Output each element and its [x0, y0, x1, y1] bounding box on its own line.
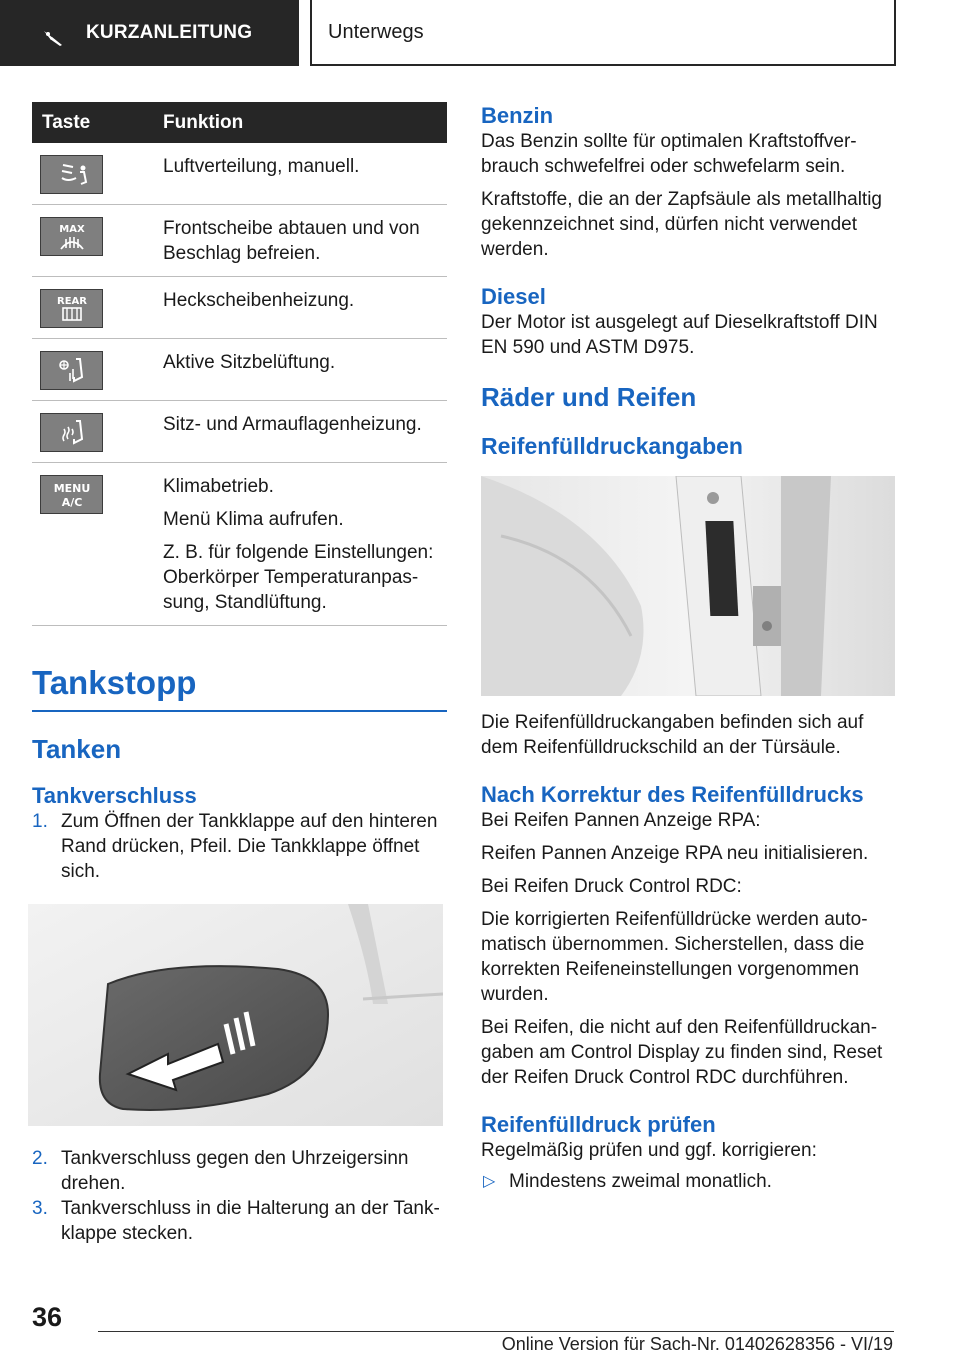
paragraph: Die korrigierten Reifenfülldrücke werden automatisch übernommen. Sicherstellen, dass die korrekten Reifeneinstellungen vorgenommen wurden.: [481, 909, 868, 1005]
heading-nach-korrektur: Nach Korrektur des Reifenfülldrucks: [481, 782, 864, 807]
seat-heating-icon: [40, 413, 103, 452]
table-row: [32, 277, 447, 339]
svg-text:MAX: MAX: [58, 223, 85, 235]
list-item: [32, 809, 447, 884]
heading-benzin: Benzin: [481, 103, 554, 128]
steps-list: [32, 809, 447, 884]
table-cell-text: Aktive Sitzbelüftung.: [163, 352, 336, 373]
list-item: [481, 1169, 895, 1194]
step-number: 1.: [32, 811, 48, 832]
table-row: [32, 339, 447, 401]
key-function-table: [32, 102, 447, 626]
table-cell-text: Luftverteilung, manuell.: [163, 156, 360, 177]
paragraph: Regelmäßig prüfen und ggf. korrigieren:: [481, 1140, 817, 1161]
heading-reifenfuelldruck-pruefen: Reifenfülldruck prüfen: [481, 1112, 716, 1137]
table-cell-text: Klimabetrieb.: [163, 476, 274, 497]
table-header-key: Taste: [32, 102, 163, 143]
paragraph: Der Motor ist ausgelegt auf Dieselkraftstoff DIN EN 590 und ASTM D975.: [481, 312, 878, 358]
paragraph: Bei Reifen Druck Control RDC:: [481, 876, 742, 897]
svg-text:MENU: MENU: [53, 481, 90, 495]
header-tab-unterwegs-label: Unterwegs: [328, 20, 424, 43]
steps-list-continued: [32, 1146, 447, 1246]
table-cell-text: Z. B. für folgende Einstellungen: Oberkörper Temperaturanpassung, Standlüftung.: [163, 542, 434, 613]
footer-text: Online Version für Sach-Nr. 01402628356 - VI/19: [501, 1334, 893, 1354]
triangle-bullet-icon: ▷: [483, 1173, 496, 1190]
step-number: 2.: [32, 1148, 48, 1169]
bullet-text: Mindestens zweimal monatlich.: [509, 1171, 772, 1192]
step-text: Tankverschluss in die Halterung an der Tankklappe stecken.: [61, 1198, 440, 1244]
table-cell-text: Heckscheibenheizung.: [163, 290, 355, 311]
door-pillar-image: [481, 476, 895, 696]
table-row: [32, 463, 447, 626]
rear-defrost-icon: [40, 289, 103, 328]
heading-tankverschluss: Tankverschluss: [32, 783, 197, 808]
heading-tankstopp: Tankstopp: [32, 664, 447, 712]
table-row: [32, 205, 447, 277]
max-defrost-icon: [40, 217, 103, 256]
heading-diesel: Diesel: [481, 284, 546, 309]
header-tab-quickguide[interactable]: [0, 0, 299, 66]
paragraph: Kraftstoffe, die an der Zapfsäule als metallhaltig gekennzeichnet sind, dürfen nicht verwendet werden.: [481, 189, 882, 260]
table-cell-text: Frontscheibe abtauen und von Beschlag befreien.: [163, 218, 420, 264]
step-text: Zum Öffnen der Tankklappe auf den hinteren Rand drücken, Pfeil. Die Tankklappe öffnet sich.: [61, 811, 438, 882]
left-column: [32, 102, 447, 1246]
footer-divider: [98, 1331, 894, 1332]
table-row: [32, 143, 447, 205]
heading-tanken: Tanken: [32, 734, 122, 764]
paragraph: Das Benzin sollte für optimalen Kraftstoffverbrauch schwefelfrei oder schwefelarm sein.: [481, 131, 857, 177]
bullet-list: [481, 1169, 895, 1194]
header-tab-unterwegs[interactable]: [310, 0, 896, 66]
page-number: 36: [32, 1302, 63, 1332]
heading-reifenfuelldruckangaben: Reifenfülldruckangaben: [481, 433, 743, 459]
table-header-function: Funktion: [163, 102, 447, 143]
heading-raeder-und-reifen: Räder und Reifen: [481, 382, 697, 412]
table-row: [32, 401, 447, 463]
svg-text:A/C: A/C: [61, 495, 82, 509]
paragraph: Die Reifenfülldruckangaben befinden sich auf dem Reifenfülldruckschild an der Türsäule.: [481, 712, 864, 758]
step-number: 3.: [32, 1198, 48, 1219]
fuel-flap-image: [28, 904, 443, 1126]
paragraph: Reifen Pannen Anzeige RPA neu initialisieren.: [481, 843, 869, 864]
table-header-row: [32, 102, 447, 143]
air-distribution-icon: [40, 155, 103, 194]
table-cell-text: Sitz- und Armauflagenheizung.: [163, 414, 422, 435]
quickguide-icon: [42, 29, 64, 47]
paragraph: Bei Reifen, die nicht auf den Reifenfülldruckangaben am Control Display zu finden sind, Reset der Reifen Druck Control RDC durchführen.: [481, 1017, 883, 1088]
svg-text:REAR: REAR: [56, 295, 87, 307]
right-column: [481, 103, 895, 1194]
list-item: [32, 1146, 447, 1196]
table-cell-text: Menü Klima aufrufen.: [163, 509, 344, 530]
list-item: [32, 1196, 447, 1246]
header-tab-quickguide-label: KURZANLEITUNG: [86, 22, 253, 43]
paragraph: Bei Reifen Pannen Anzeige RPA:: [481, 810, 761, 831]
menu-ac-icon: [40, 475, 103, 514]
step-text: Tankverschluss gegen den Uhrzeigersinn drehen.: [61, 1148, 409, 1194]
seat-ventilation-icon: [40, 351, 103, 390]
